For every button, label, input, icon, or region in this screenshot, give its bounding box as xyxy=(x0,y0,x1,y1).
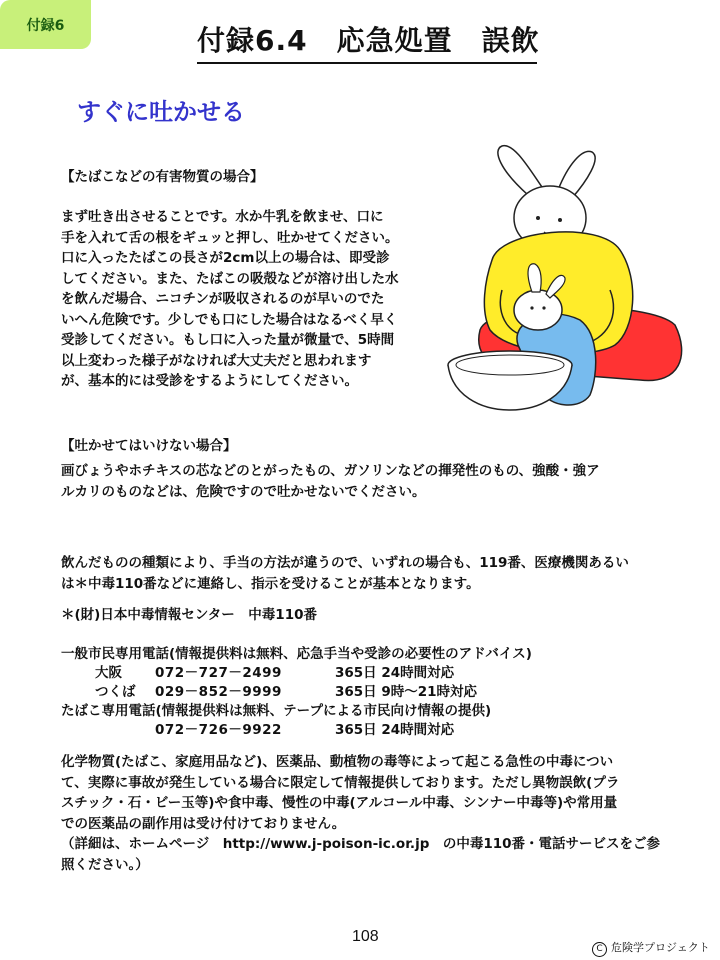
hours-label: 365日 24時間対応 xyxy=(335,722,455,738)
page-number: 108 xyxy=(352,928,379,945)
hours-label: 365日 24時間対応 xyxy=(335,665,455,681)
text-line: 手を入れて舌の根をギュッと押し、吐かせてください。 xyxy=(61,229,399,246)
text-line: 飲んだものの種類により、手当の方法が違うので、いずれの場合も、119番、医療機関あるい xyxy=(61,555,629,571)
phone-row-tobacco xyxy=(61,721,701,740)
text-line: を飲んだ場合、ニコチンが吸収されるのが早いのでた xyxy=(61,291,385,307)
poison-center-label: ＊(財)日本中毒情報センター 中毒110番 xyxy=(61,607,317,623)
copyright-notice xyxy=(592,939,710,957)
page-title: 付録6.4 応急処置 誤飲 xyxy=(197,22,537,64)
phone-list xyxy=(61,645,701,740)
appendix-tab: 付録6 xyxy=(0,0,91,49)
phone-number: 029－852－9999 xyxy=(155,684,282,700)
paragraph-service-scope xyxy=(61,752,701,875)
text-line: ルカリのものなどは、危険ですので吐かせないでください。 xyxy=(61,483,426,500)
text-line: での医薬品の副作用は受け付けておりません。 xyxy=(61,815,346,832)
text-line: て、実際に事故が発生している場合に限定して情報提供しております。ただし異物誤飲(プラ xyxy=(61,774,620,791)
paragraph-harmful xyxy=(61,207,431,392)
page-subtitle: すぐに吐かせる xyxy=(77,98,245,126)
text-line: 照ください。） xyxy=(61,856,149,873)
text-line: 口に入ったたばこの長さが2cm以上の場合は、即受診 xyxy=(61,250,390,266)
section-heading-harmful: 【たばこなどの有害物質の場合】 xyxy=(61,169,264,185)
hours-label: 365日 9時～21時対応 xyxy=(335,684,478,700)
section-heading-no-vomit: 【吐かせてはいけない場合】 xyxy=(61,438,237,454)
text-line: いへん危険です。少しでも口にした場合はなるべく早く xyxy=(61,311,398,328)
text-line: 画びょうやホチキスの芯などのとがったもの、ガソリンなどの揮発性のもの、強酸・強ア xyxy=(61,463,600,479)
copyright-label: 危険学プロジェクト xyxy=(611,941,710,954)
city-label: つくば xyxy=(95,684,136,700)
text-line: まず吐き出させることです。水か牛乳を飲ませ、口に xyxy=(61,209,384,225)
paragraph-contact xyxy=(61,553,691,594)
phone-number: 072－726－9922 xyxy=(155,722,282,738)
rabbit-illustration xyxy=(440,140,700,415)
text-line: が、基本的には受診をするようにしてください。 xyxy=(61,373,358,389)
text-line: 化学物質(たばこ、家庭用品など)、医薬品、動植物の毒等によって起こる急性の中毒につい xyxy=(61,754,614,770)
text-line: してください。また、たばこの吸殻などが溶け出した水 xyxy=(61,270,399,287)
tobacco-phone-heading: たばこ専用電話(情報提供料は無料、テープによる市民向け情報の提供) xyxy=(61,703,492,719)
phone-row-osaka xyxy=(61,664,701,683)
paragraph-no-vomit xyxy=(61,461,661,502)
city-label: 大阪 xyxy=(95,665,122,681)
text-line: （詳細は、ホームページ http://www.j-poison-ic.or.jp の中毒110番・電話サービスをご参 xyxy=(61,836,661,852)
copyright-icon: C xyxy=(592,942,607,957)
text-line: 受診してください。もし口に入った量が微量で、5時間 xyxy=(61,332,395,348)
text-line: は＊中毒110番などに連絡し、指示を受けることが基本となります。 xyxy=(61,575,480,592)
text-line: 以上変わった様子がなければ大丈夫だと思われます xyxy=(61,352,372,369)
text-line: スチック・石・ビー玉等)や食中毒、慢性の中毒(アルコール中毒、シンナー中毒等)や常用量 xyxy=(61,795,618,811)
phone-number: 072－727－2499 xyxy=(155,665,282,681)
phone-row-tsukuba xyxy=(61,683,701,702)
general-phone-heading: 一般市民専用電話(情報提供料は無料、応急手当や受診の必要性のアドバイス) xyxy=(61,646,532,662)
